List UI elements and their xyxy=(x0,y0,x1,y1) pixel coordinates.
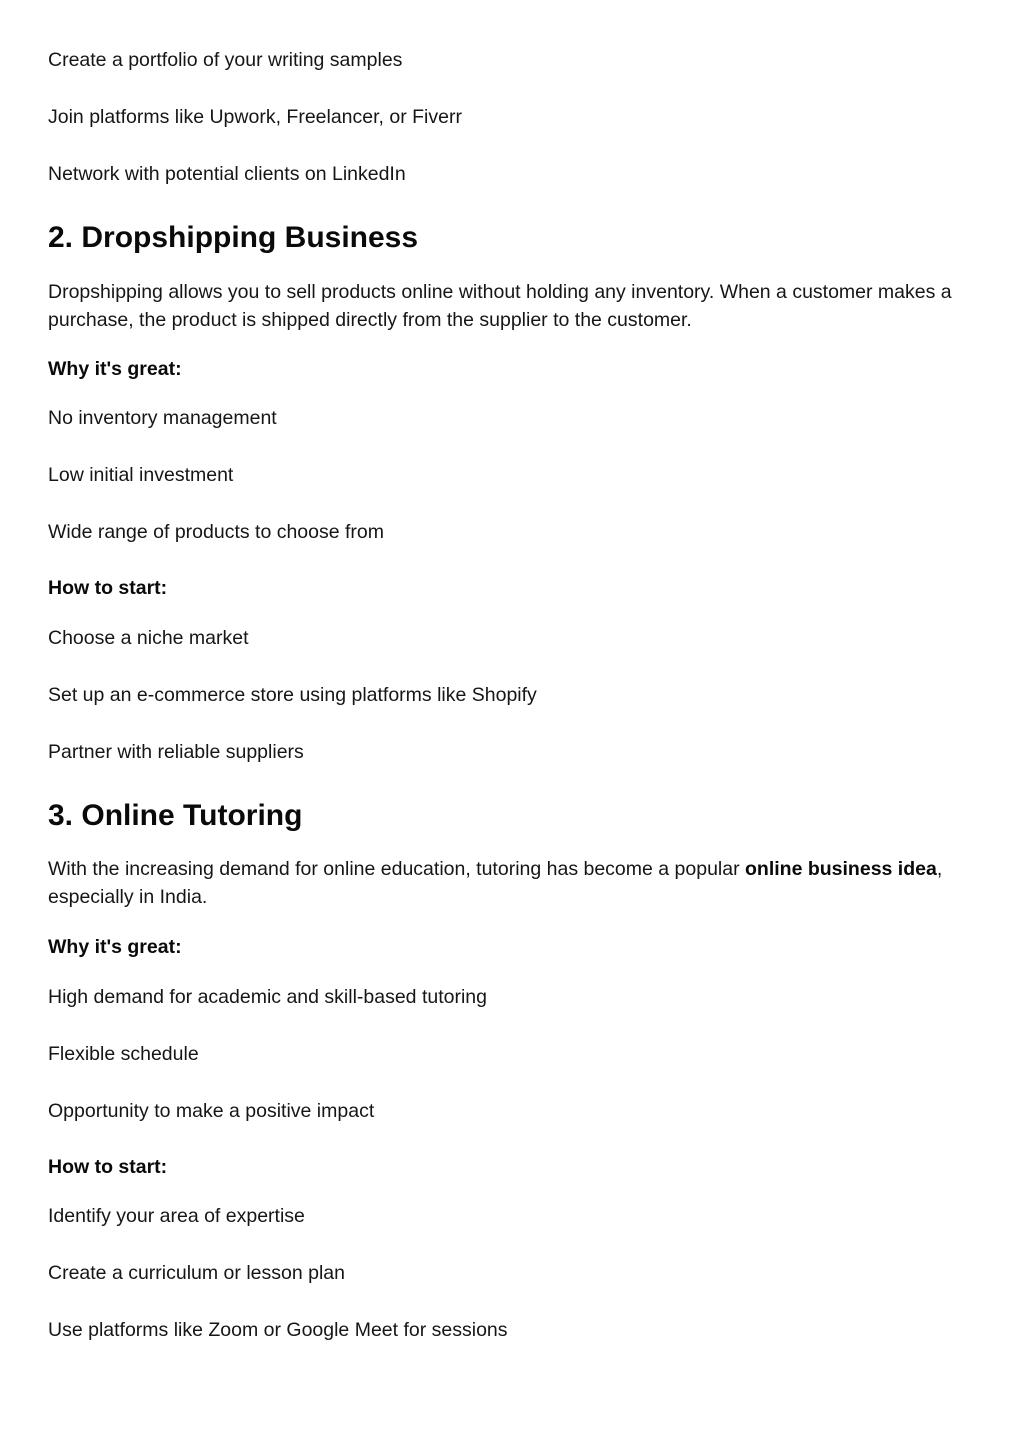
why-label: Why it's great: xyxy=(48,936,182,958)
how-label: How to start: xyxy=(48,1156,168,1178)
section-heading-dropshipping: 2. Dropshipping Business xyxy=(48,221,419,254)
list-item: Identify your area of expertise xyxy=(48,1205,305,1227)
list-item: Choose a niche market xyxy=(48,627,249,649)
list-item: Set up an e-commerce store using platforms like Shopify xyxy=(48,684,537,706)
list-item: No inventory management xyxy=(48,407,277,429)
paragraph-text: , especially in India. xyxy=(48,858,943,908)
why-label: Why it's great: xyxy=(48,358,182,380)
list-item: Wide range of products to choose from xyxy=(48,521,385,543)
list-item: Low initial investment xyxy=(48,464,234,486)
list-item: Join platforms like Upwork, Freelancer, or Fiverr xyxy=(48,106,462,128)
list-item: Create a curriculum or lesson plan xyxy=(48,1262,345,1284)
list-item: Use platforms like Zoom or Google Meet for sessions xyxy=(48,1319,508,1341)
list-item: Create a portfolio of your writing samples xyxy=(48,49,403,71)
paragraph-text: With the increasing demand for online education, tutoring has become a popular xyxy=(48,858,746,880)
bold-keyword: online business idea xyxy=(745,858,937,880)
list-item: Flexible schedule xyxy=(48,1043,199,1065)
section-paragraph: Dropshipping allows you to sell products online without holding any inventory. When a customer makes a purchase, the product is shipped directly from the supplier to the customer. xyxy=(48,281,952,331)
list-item: Partner with reliable suppliers xyxy=(48,741,304,763)
list-item: Network with potential clients on LinkedIn xyxy=(48,163,406,185)
how-label: How to start: xyxy=(48,577,168,599)
list-item: Opportunity to make a positive impact xyxy=(48,1100,375,1122)
list-item: High demand for academic and skill-based tutoring xyxy=(48,986,487,1008)
section-paragraph xyxy=(48,855,983,911)
section-heading-tutoring: 3. Online Tutoring xyxy=(48,799,303,832)
